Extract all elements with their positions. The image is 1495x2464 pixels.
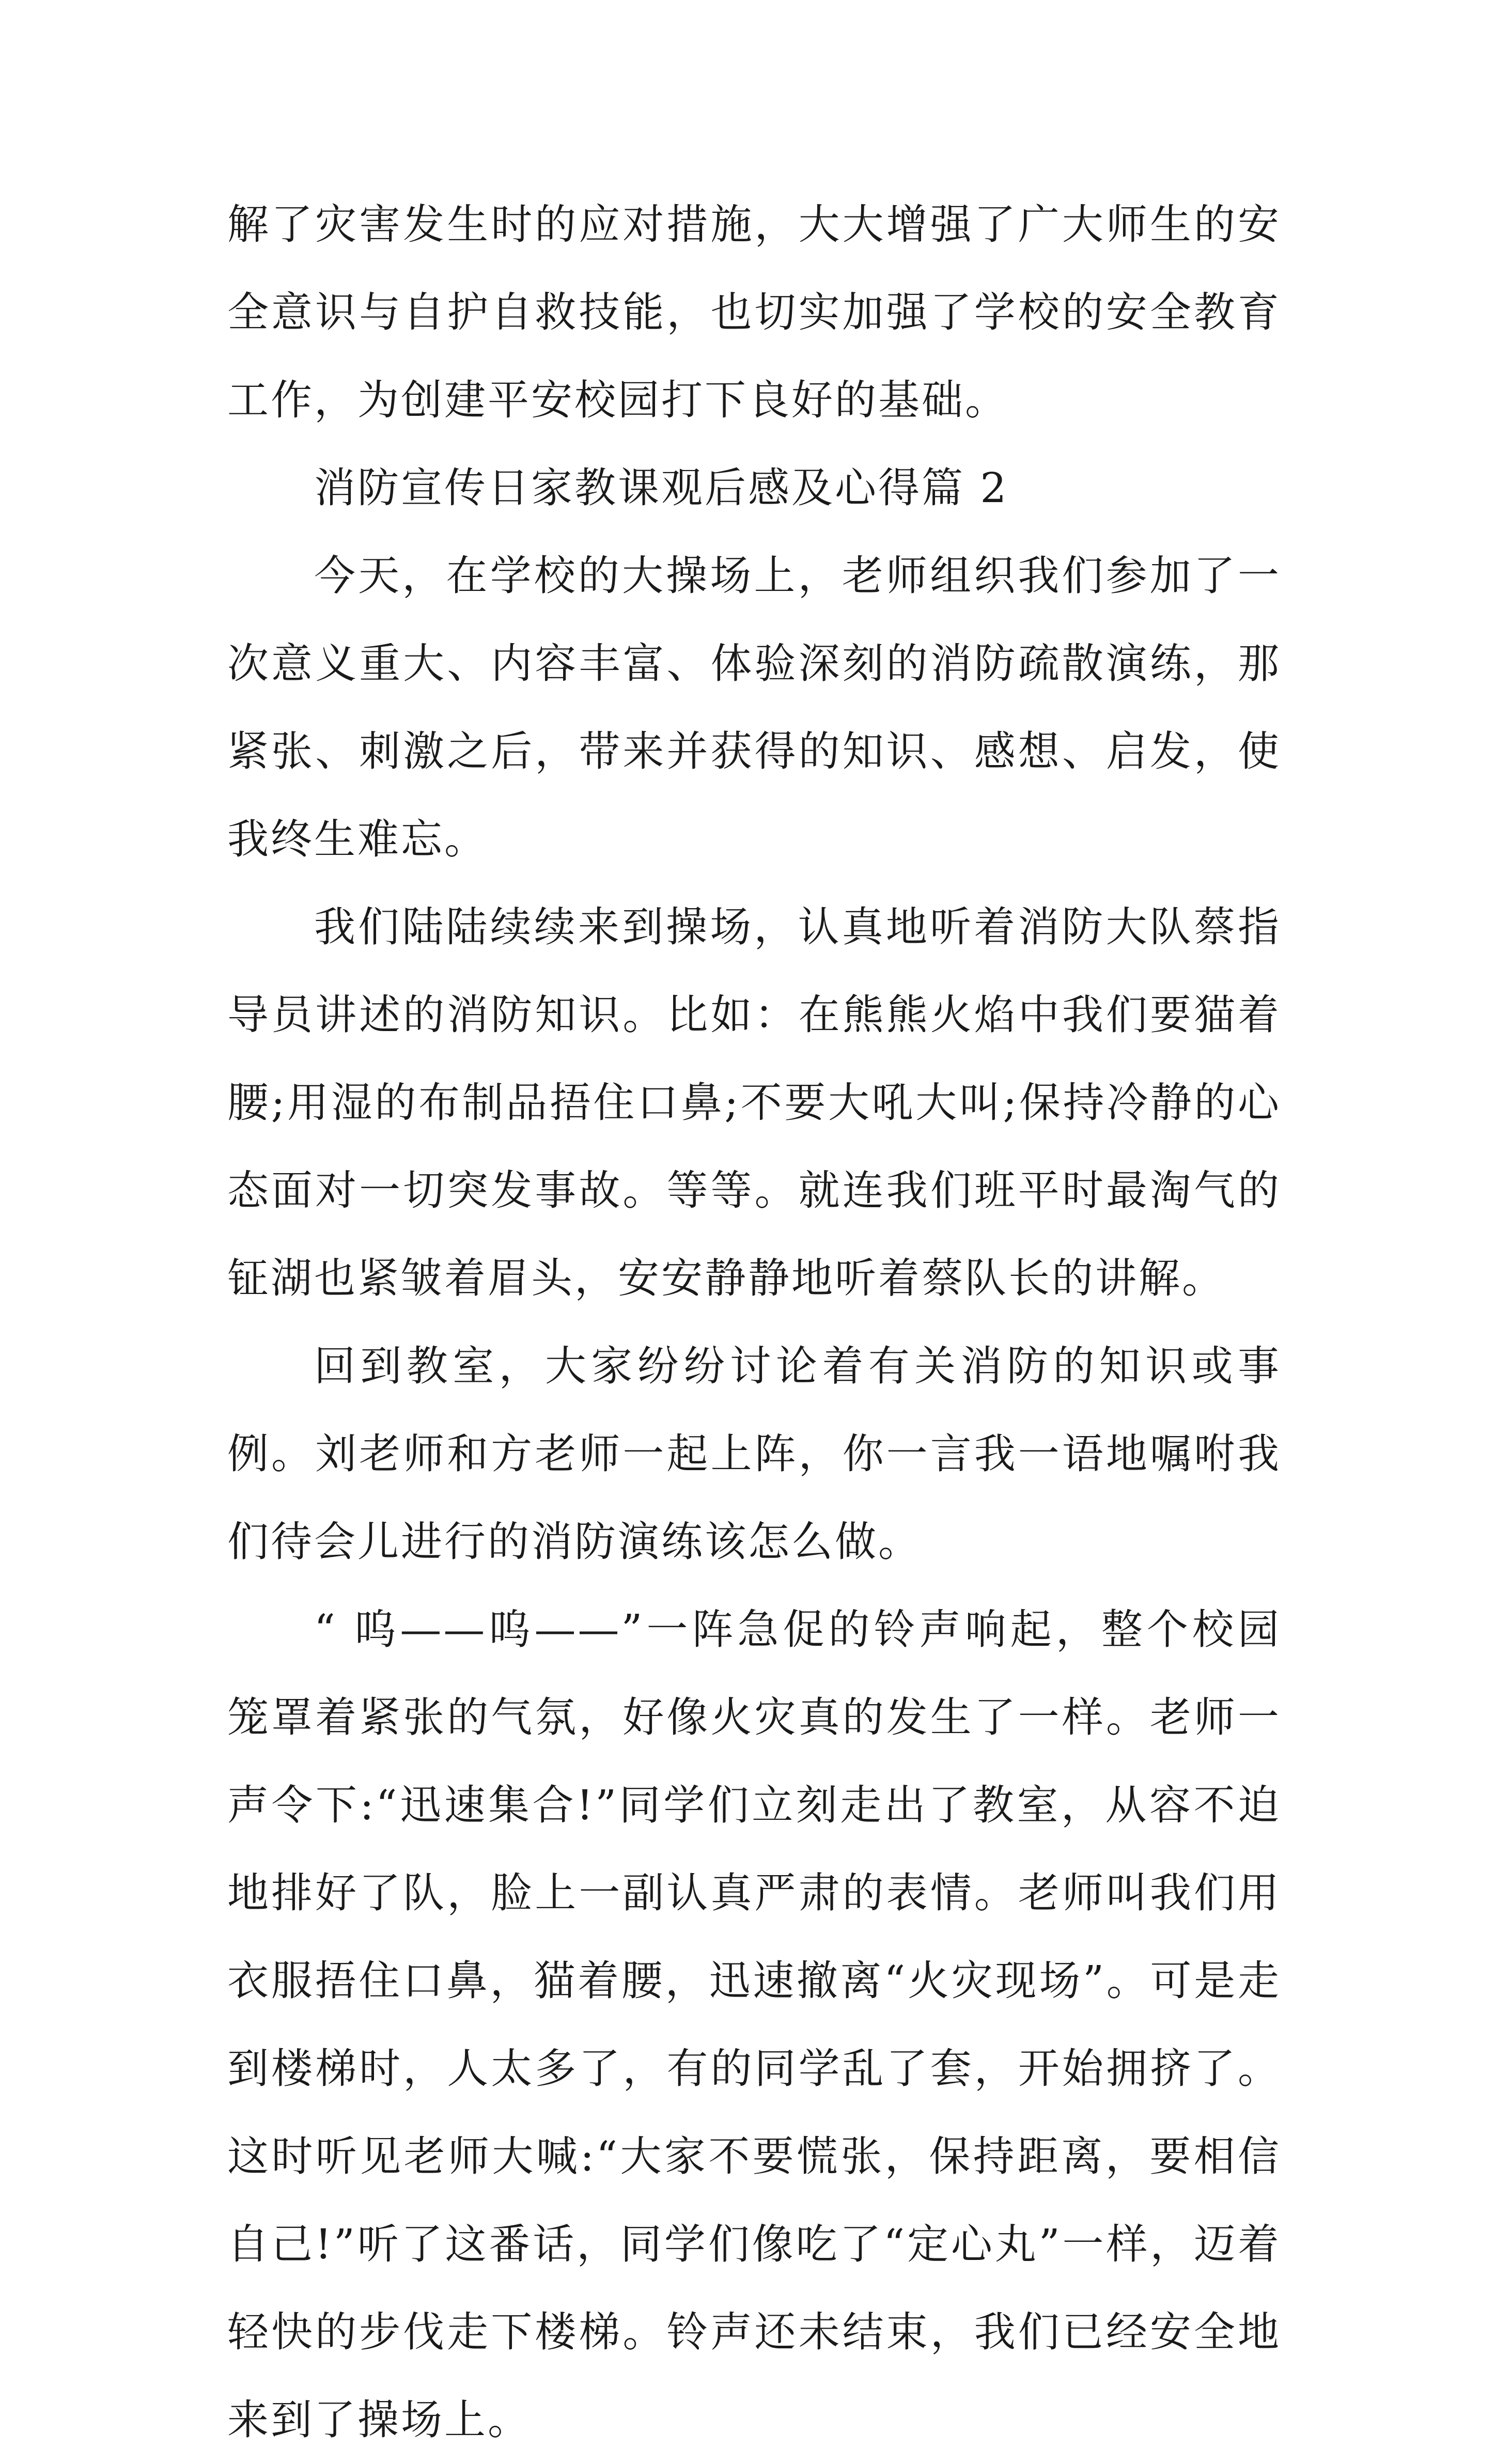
paragraph: “ 呜——呜——”一阵急促的铃声响起，整个校园笼罩着紧张的气氛，好像火灾真的发生了一样。老师一声令下:“迅速集合!”同学们立刻走出了教室，从容不迫地排好了队，脸上一副认真严肃的表情。老师叫我们用衣服捂住口鼻，猫着腰，迅速撤离“火灾现场”。可是走到楼梯时，人太多了，有的同学乱了套，开始拥挤了。这时听见老师大喊:“大家不要慌张，保持距离，要相信自己!”听了这番话，同学们像吃了“定心丸”一样，迈着轻快的步伐走下楼梯。铃声还未结束，我们已经安全地来到了操场上。 xyxy=(227,1605,1281,2444)
paragraph-continuation: 解了灾害发生时的应对措施，大大增强了广大师生的安全意识与自护自救技能，也切实加强了学校的安全教育工作，为创建平安校园打下良好的基础。 xyxy=(227,200,1281,424)
paragraph: 回到教室，大家纷纷讨论着有关消防的知识或事例。刘老师和方老师一起上阵，你一言我一语地嘱咐我们待会儿进行的消防演练该怎么做。 xyxy=(227,1342,1281,1566)
paragraph: 我们陆陆续续来到操场，认真地听着消防大队蔡指导员讲述的消防知识。比如：在熊熊火焰中我们要猫着腰;用湿的布制品捂住口鼻;不要大吼大叫;保持冷静的心态面对一切突发事故。等等。就连我们班平时最淘气的钲湖也紧皱着眉头，安安静静地听着蔡队长的讲解。 xyxy=(227,903,1281,1302)
section-title: 消防宣传日家教课观后感及心得篇 2 xyxy=(314,464,1009,512)
paragraph: 今天，在学校的大操场上，老师组织我们参加了一次意义重大、内容丰富、体验深刻的消防疏散演练，那紧张、刺激之后，带来并获得的知识、感想、启发，使我终生难忘。 xyxy=(227,552,1281,863)
document-body xyxy=(227,181,1281,2464)
